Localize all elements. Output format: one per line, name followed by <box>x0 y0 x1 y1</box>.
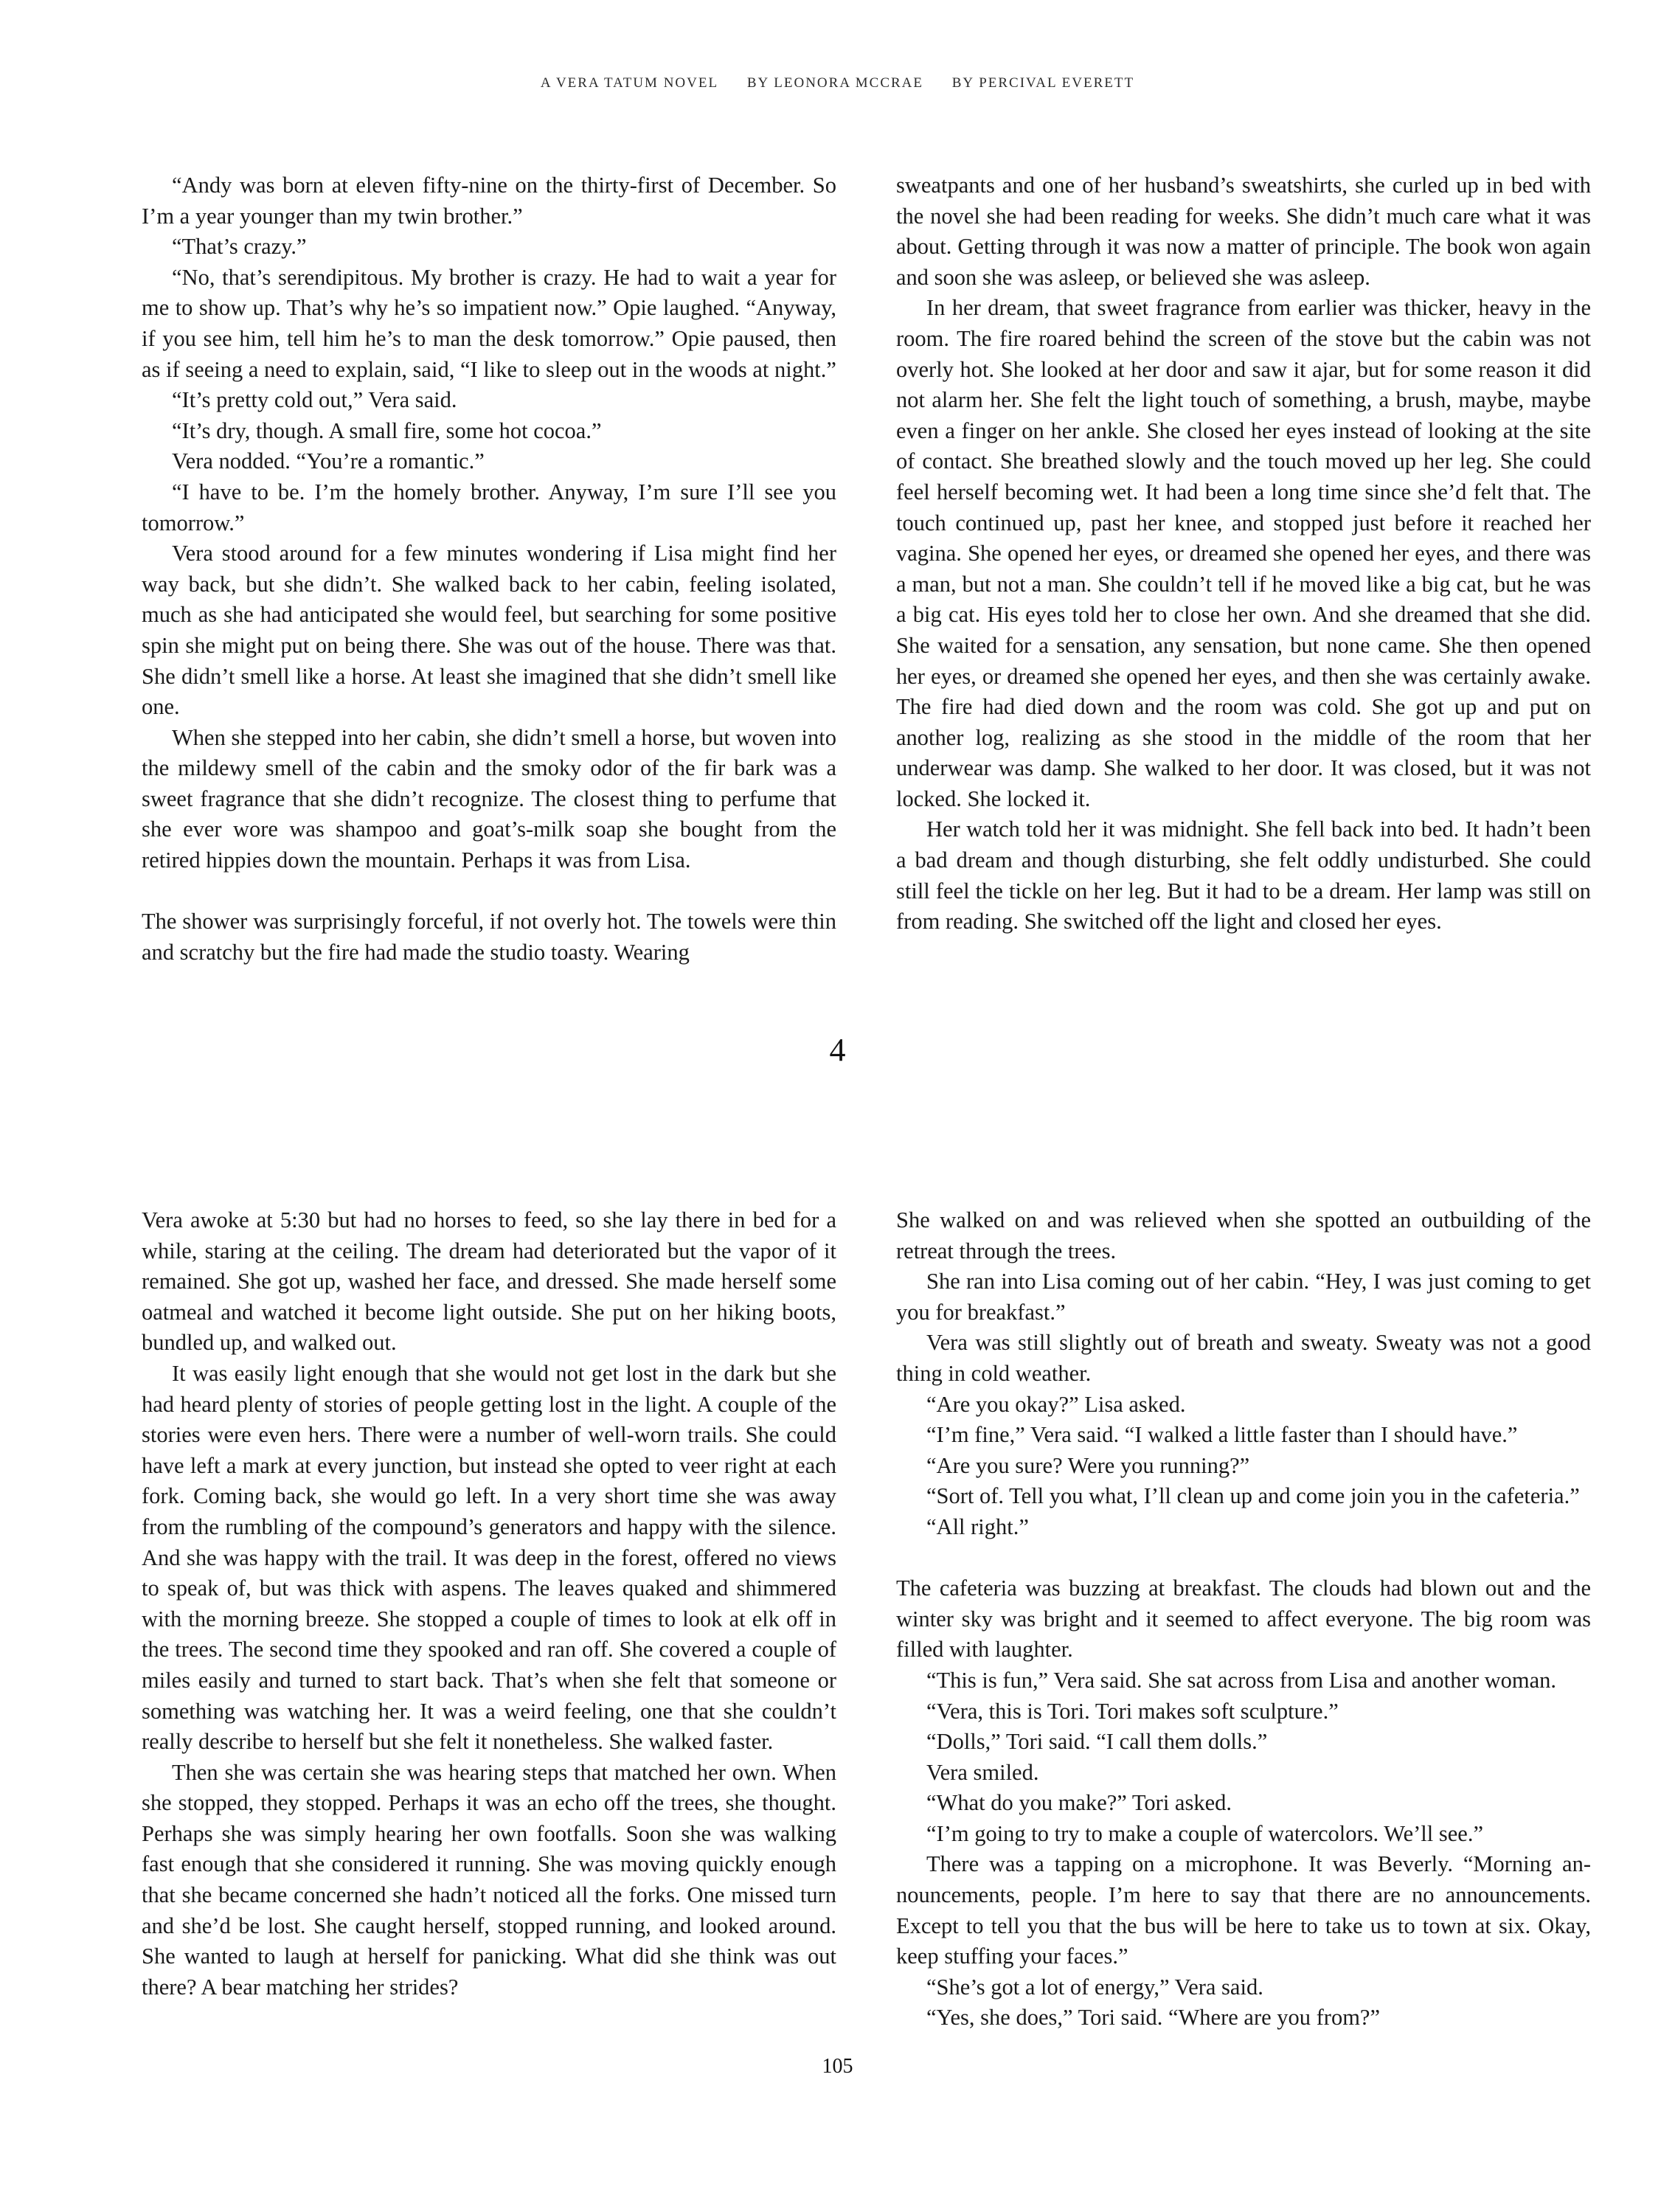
paragraph: “Are you sure? Were you running?” <box>926 1452 1250 1478</box>
paragraph: The shower was surprisingly forceful, if not overly hot. The towels were thin and scratchy but the fire had made the studio toasty. Wearing <box>142 909 836 965</box>
running-head-author-pseudonym: BY LEONORA MCCRAE <box>746 75 923 91</box>
paragraph: It was easily light enough that she would not get lost in the dark but she had heard plenty of stories of people getting lost in the light. A couple of the stories were even hers. There were a number of well-worn trails. She could have left a mark at every junction, but instead she opted to veer right at each fork. Coming back, she would go left. In a very short time she was away from the rumbling of the compound’s generators and happy with the silence. And she was happy with the trail. It was deep in the forest, offered no views to speak of, but was thick with aspens. The leaves quaked and shimmered with the morning breeze. She stopped a couple of times to look at elk off in the trees. The second time they spooked and ran off. She covered a couple of miles easily and turned to start back. That’s when she felt that someone or something was watching her. It was a weird feeling, one that she couldn’t really describe to herself but she felt it nonetheless. She walked faster. <box>142 1360 836 1755</box>
paragraph: “No, that’s serendipitous. My brother is crazy. He had to wait a year for me to show up. That’s why he’s so impatient now.” Opie laughed. “Anyway, if you see him, tell him he’s to man the desk tomorrow.” Opie paused, then as if seeing a need to explain, said, “I like to sleep out in the woods at night.” <box>142 264 836 382</box>
paragraph: “She’s got a lot of energy,” Vera said. <box>926 1974 1263 2000</box>
top-right-column <box>896 170 1591 937</box>
top-left-column <box>142 170 836 968</box>
paragraph: “All right.” <box>926 1514 1029 1539</box>
bottom-left-column <box>142 1205 836 2003</box>
paragraph: Vera was still slightly out of breath and sweaty. Sweaty was not a good thing in cold weather. <box>896 1330 1591 1386</box>
paragraph: The cafeteria was buzzing at breakfast. The clouds had blown out and the winter sky was bright and it seemed to affect everyone. The big room was filled with laughter. <box>896 1575 1591 1663</box>
paragraph: “Sort of. Tell you what, I’ll clean up and come join you in the cafeteria.” <box>926 1483 1580 1509</box>
paragraph: Vera stood around for a few minutes wondering if Lisa might find her way back, but she didn’t. She walked back to her cabin, feeling isolated, much as she had anticipated she would feel, but searching for some positive spin she might put on being there. She was out of the house. There was that. She didn’t smell like a horse. At least she imagined that she didn’t smell like one. <box>142 541 836 720</box>
paragraph: Vera smiled. <box>926 1759 1039 1785</box>
paragraph: “Vera, this is Tori. Tori makes soft sculpture.” <box>926 1698 1339 1724</box>
running-head-author: BY PERCIVAL EVERETT <box>951 75 1135 91</box>
page-number: 105 <box>822 2055 853 2078</box>
paragraph: Her watch told her it was midnight. She fell back into bed. It hadn’t been a bad dream and though disturbing, she felt oddly undisturbed. She could still feel the tickle on her leg. But it had to be a dream. Her lamp was still on from reading. She switched off the light and closed her eyes. <box>896 817 1591 935</box>
paragraph: “Dolls,” Tori said. “I call them dolls.” <box>926 1729 1268 1755</box>
paragraph: She walked on and was relieved when she spotted an outbuilding of the retreat through the trees. <box>896 1207 1591 1263</box>
paragraph: “Yes, she does,” Tori said. “Where are you from?” <box>926 2005 1381 2031</box>
paragraph: “I have to be. I’m the homely brother. Anyway, I’m sure I’ll see you tomorrow.” <box>142 479 836 535</box>
bottom-right-column <box>896 1205 1591 2034</box>
paragraph: “It’s dry, though. A small fire, some hot cocoa.” <box>172 417 602 443</box>
paragraph: Then she was certain she was hearing steps that matched her own. When she stopped, they stopped. Perhaps it was an echo off the trees, she thought. Perhaps she was simply hearing her own footfalls. Soon she was walking fast enough that she considered it running. She was moving quickly enough that she became concerned she hadn’t noticed all the forks. One missed turn and she’d be lost. She caught herself, stopped running, and looked around. She wanted to laugh at herself for panicking. What did she think was out there? A bear matching her strides? <box>142 1759 836 2000</box>
paragraph: She ran into Lisa coming out of her cabin. “Hey, I was just coming to get you for breakfast.” <box>896 1269 1591 1325</box>
paragraph: When she stepped into her cabin, she didn’t smell a horse, but woven into the mildewy smell of the cabin and the smoky odor of the fir bark was a sweet fragrance that she didn’t recognize. The closest thing to perfume that she ever wore was shampoo and goat’s-milk soap she bought from the retired hippies down the mountain. Perhaps it was from Lisa. <box>142 724 836 873</box>
paragraph: Vera awoke at 5:30 but had no horses to feed, so she lay there in bed for a while, staring at the ceiling. The dream had deteriorated but the vapor of it remained. She got up, washed her face, and dressed. She made herself some oatmeal and watched it become light outside. She put on her hiking boots, bundled up, and walked out. <box>142 1207 836 1356</box>
paragraph: Vera nodded. “You’re a romantic.” <box>172 448 485 474</box>
paragraph: “This is fun,” Vera said. She sat across from Lisa and another woman. <box>926 1667 1557 1693</box>
paragraph: “What do you make?” Tori asked. <box>926 1790 1232 1816</box>
paragraph: “Andy was born at eleven fifty-nine on the thirty-first of December. So I’m a year younger than my twin brother.” <box>142 173 836 229</box>
paragraph: “I’m fine,” Vera said. “I walked a little faster than I should have.” <box>926 1422 1518 1448</box>
running-head <box>0 75 1675 91</box>
paragraph: sweatpants and one of her husband’s sweatshirts, she curled up in bed with the novel she had been reading for weeks. She didn’t much care what it was about. Getting through it was now a matter of principle. The book won again and soon she was asleep, or believed she was asleep. <box>896 173 1591 290</box>
chapter-number: 4 <box>829 1032 846 1068</box>
paragraph: “Are you okay?” Lisa asked. <box>926 1391 1186 1417</box>
running-head-series: A VERA TATUM NOVEL <box>540 75 719 91</box>
paragraph: “It’s pretty cold out,” Vera said. <box>172 387 457 413</box>
paragraph: In her dream, that sweet fragrance from earlier was thicker, heavy in the room. The fire roared behind the screen of the stove but the cabin was not overly hot. She looked at her door and saw it ajar, but for some reason it did not alarm her. She felt the light touch of something, a brush, maybe, maybe even a finger on her ankle. She closed her eyes instead of looking at the site of contact. She breathed slowly and the touch moved up her leg. She could feel herself becoming wet. It had been a long time since she’d felt that. The touch continued up, past her knee, and stopped just before it reached her vagina. She opened her eyes, or dreamed she opened her eyes, and there was a man, but not a man. She couldn’t tell if he moved like a big cat, but he was a big cat. His eyes told her to close her own. And she dreamed that she did. She waited for a sensation, any sensation, but none came. She then opened her eyes, or dreamed she opened her eyes, and then she was certainly awake. The fire had died down and the room was cold. She got up and put on another log, realizing as she stood in the middle of the room that her underwear was damp. She walked to her door. It was closed, but it was not locked. She locked it. <box>896 295 1591 811</box>
paragraph: “That’s crazy.” <box>172 234 307 260</box>
paragraph: “I’m going to try to make a couple of watercolors. We’ll see.” <box>926 1820 1483 1846</box>
paragraph: There was a tapping on a microphone. It was Beverly. “Morning announcements, people. I’m here to say that there are no announcements. Except to tell you that the bus will be here to take us to town at six. Okay, keep stuffing your faces.” <box>896 1851 1591 1969</box>
